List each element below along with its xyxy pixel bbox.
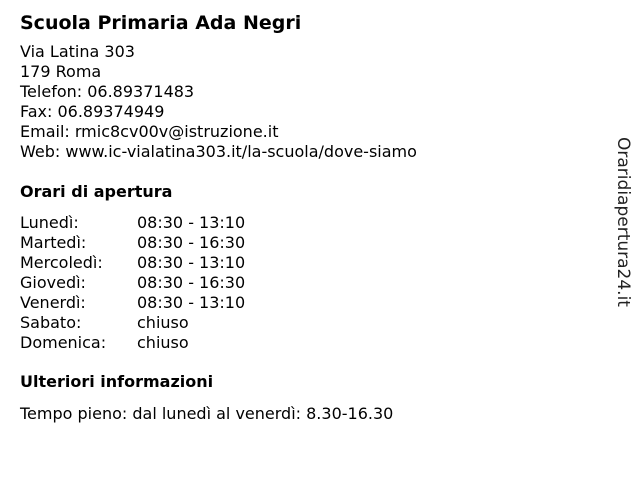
hours-row-monday xyxy=(20,213,600,233)
opening-hours-heading: Orari di apertura xyxy=(20,182,173,201)
day-label: Mercoledì: xyxy=(20,253,103,272)
time-value: 08:30 - 16:30 xyxy=(137,233,246,252)
day-label: Venerdì: xyxy=(20,293,86,312)
school-info-card xyxy=(20,9,600,425)
day-label: Martedì: xyxy=(20,233,87,252)
fax-number: Fax: 06.89374949 xyxy=(20,102,165,121)
hours-row-thursday xyxy=(20,273,600,293)
day-label: Giovedì: xyxy=(20,273,86,292)
website-url: Web: www.ic-vialatina303.it/la-scuola/dove-siamo xyxy=(20,142,417,161)
hours-row-saturday xyxy=(20,313,600,333)
address-street: Via Latina 303 xyxy=(20,42,135,61)
time-value: 08:30 - 16:30 xyxy=(137,273,246,292)
time-value: 08:30 - 13:10 xyxy=(137,213,246,232)
phone-number: Telefon: 06.89371483 xyxy=(20,82,195,101)
day-label: Sabato: xyxy=(20,313,82,332)
time-value: chiuso xyxy=(137,333,189,352)
hours-row-sunday xyxy=(20,333,600,353)
day-label: Domenica: xyxy=(20,333,107,352)
hours-row-wednesday xyxy=(20,253,600,273)
hours-row-tuesday xyxy=(20,233,600,253)
school-name: Scuola Primaria Ada Negri xyxy=(20,12,302,34)
site-watermark: Oraridiapertura24.it xyxy=(613,137,633,307)
opening-hours-table xyxy=(20,213,600,353)
hours-row-friday xyxy=(20,293,600,313)
day-label: Lunedì: xyxy=(20,213,79,232)
address-city: 179 Roma xyxy=(20,62,102,81)
additional-info-text: Tempo pieno: dal lunedì al venerdì: 8.30-16.30 xyxy=(20,404,394,423)
time-value: chiuso xyxy=(137,313,189,332)
time-value: 08:30 - 13:10 xyxy=(137,253,246,272)
email-address: Email: rmic8cv00v@istruzione.it xyxy=(20,122,279,141)
time-value: 08:30 - 13:10 xyxy=(137,293,246,312)
additional-info-heading: Ulteriori informazioni xyxy=(20,372,214,391)
